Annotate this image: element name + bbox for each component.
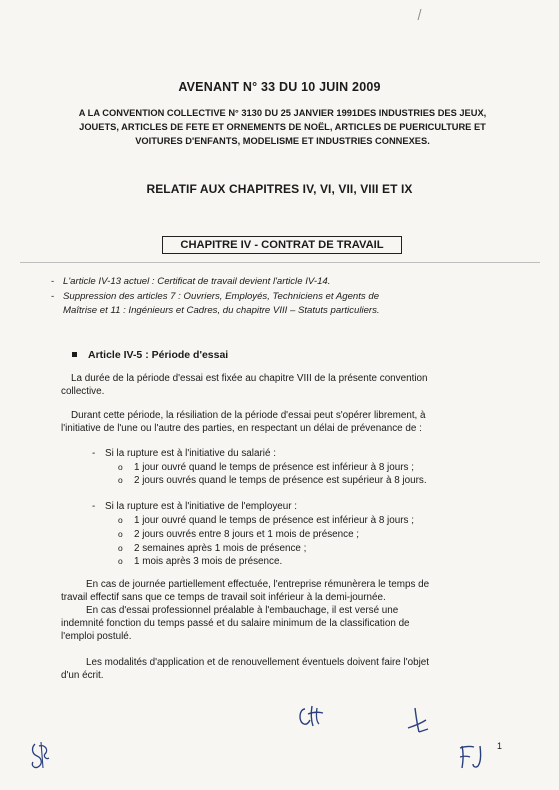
paragraph [86,604,398,618]
list-item-text: 2 jours ouvrés quand le temps de présence est supérieur à 8 jours. [134,475,427,486]
paragraph [61,422,422,436]
paragraph-line: La durée de la période d'essai est fixée au chapitre VIII de la présente convention [71,373,428,384]
relatif-heading: RELATIF AUX CHAPITRES IV, VI, VII, VIII ET IX [146,182,413,196]
paragraph-line: l'emploi postulé. [61,631,132,642]
dash-marker: - [51,291,55,302]
square-bullet-icon [72,352,77,357]
paragraph [61,630,132,644]
list-item [118,461,414,475]
paragraph [61,669,104,683]
list-item-text: 1 jour ouvré quand le temps de présence est inférieur à 8 jours ; [134,515,414,526]
article-heading [88,349,228,361]
paragraph-line: Durant cette période, la résiliation de la période d'essai peut s'opérer librement, à [71,410,426,421]
paragraph [61,617,410,631]
circle-bullet-icon: o [118,556,123,566]
paragraph-line: travail effectif sans que ce temps de travail soit inférieur à la demi-journée. [61,592,386,603]
convention-line: VOITURES D'ENFANTS, MODELISME ET INDUSTRIES CONNEXES. [135,136,430,146]
dash-marker: - [51,276,55,287]
paragraph [71,372,428,386]
list-item [118,474,427,488]
sub-bullet-text: Si la rupture est à l'initiative de l'employeur : [105,501,298,512]
handwritten-mark-signature [402,704,432,736]
circle-bullet-icon: o [118,529,123,539]
handwritten-initials-signature [295,700,327,732]
paragraph-line: indemnité fonction du temps passé et du salaire minimum de la classification de [61,618,410,629]
list-item-text: 1 jour ouvré quand le temps de présence est inférieur à 8 jours ; [134,462,414,473]
dash-marker: - [92,448,96,459]
chapter-bullet-text: Maîtrise et 11 : Ingénieurs et Cadres, du chapitre VIII – Statuts particuliers. [63,304,380,316]
paragraph [71,409,426,423]
list-item [118,555,283,569]
paragraph [86,578,429,592]
chapter-bullet [51,290,495,317]
sub-bullet [92,447,276,461]
handwritten-initials-signature [456,740,496,772]
chapter-heading: CHAPITRE IV - CONTRAT DE TRAVAIL [162,236,402,254]
pen-mark-top [414,8,424,22]
paragraph-line: collective. [61,386,105,397]
paragraph-line: d'un écrit. [61,670,104,681]
paragraph-line: l'initiative de l'une ou l'autre des parties, en respectant un délai de prévenance de : [61,423,422,434]
page-number: 1 [497,741,503,751]
sub-bullet [92,500,298,514]
list-item [118,542,307,556]
circle-bullet-icon: o [118,475,123,485]
circle-bullet-icon: o [118,543,123,553]
list-item [118,514,414,528]
article-heading-text: Article IV-5 : Période d'essai [88,349,229,361]
paragraph-line: En cas d'essai professionnel préalable à l'embauchage, il est versé une [86,605,399,616]
circle-bullet-icon: o [118,515,123,525]
circle-bullet-icon: o [118,462,123,472]
paragraph [61,385,104,399]
chapter-bullet-text: Suppression des articles 7 : Ouvriers, Employés, Techniciens et Agents de [63,291,380,302]
paragraph [86,656,429,670]
paragraph-line: Les modalités d'application et de renouvellement éventuels doivent faire l'objet [86,657,430,668]
list-item-text: 2 semaines après 1 mois de présence ; [134,543,307,554]
paragraph-line: En cas de journée partiellement effectuée, l'entreprise rémunèrera le temps de [86,579,430,590]
paragraph [61,591,386,605]
chapter-bullet-text: L'article IV-13 actuel : Certificat de travail devient l'article IV-14. [63,276,331,287]
handwritten-initials-signature [27,738,57,772]
sub-bullet-text: Si la rupture est à l'initiative du salarié : [105,448,276,459]
chapter-divider [20,262,540,263]
list-item-text: 1 mois après 3 mois de présence. [134,556,283,567]
convention-heading [70,106,495,148]
convention-line: A LA CONVENTION COLLECTIVE N° 3130 DU 25 JANVIER 1991DES INDUSTRIES DES JEUX, [78,108,487,118]
document-title: AVENANT N° 33 DU 10 JUIN 2009 [178,80,381,94]
convention-line: JOUETS, ARTICLES DE FETE ET ORNEMENTS DE NOËL, ARTICLES DE PUERICULTURE ET [79,122,486,132]
list-item [118,528,360,542]
chapter-bullet [51,275,495,289]
list-item-text: 2 jours ouvrés entre 8 jours et 1 mois de présence ; [134,529,360,540]
dash-marker: - [92,501,96,512]
